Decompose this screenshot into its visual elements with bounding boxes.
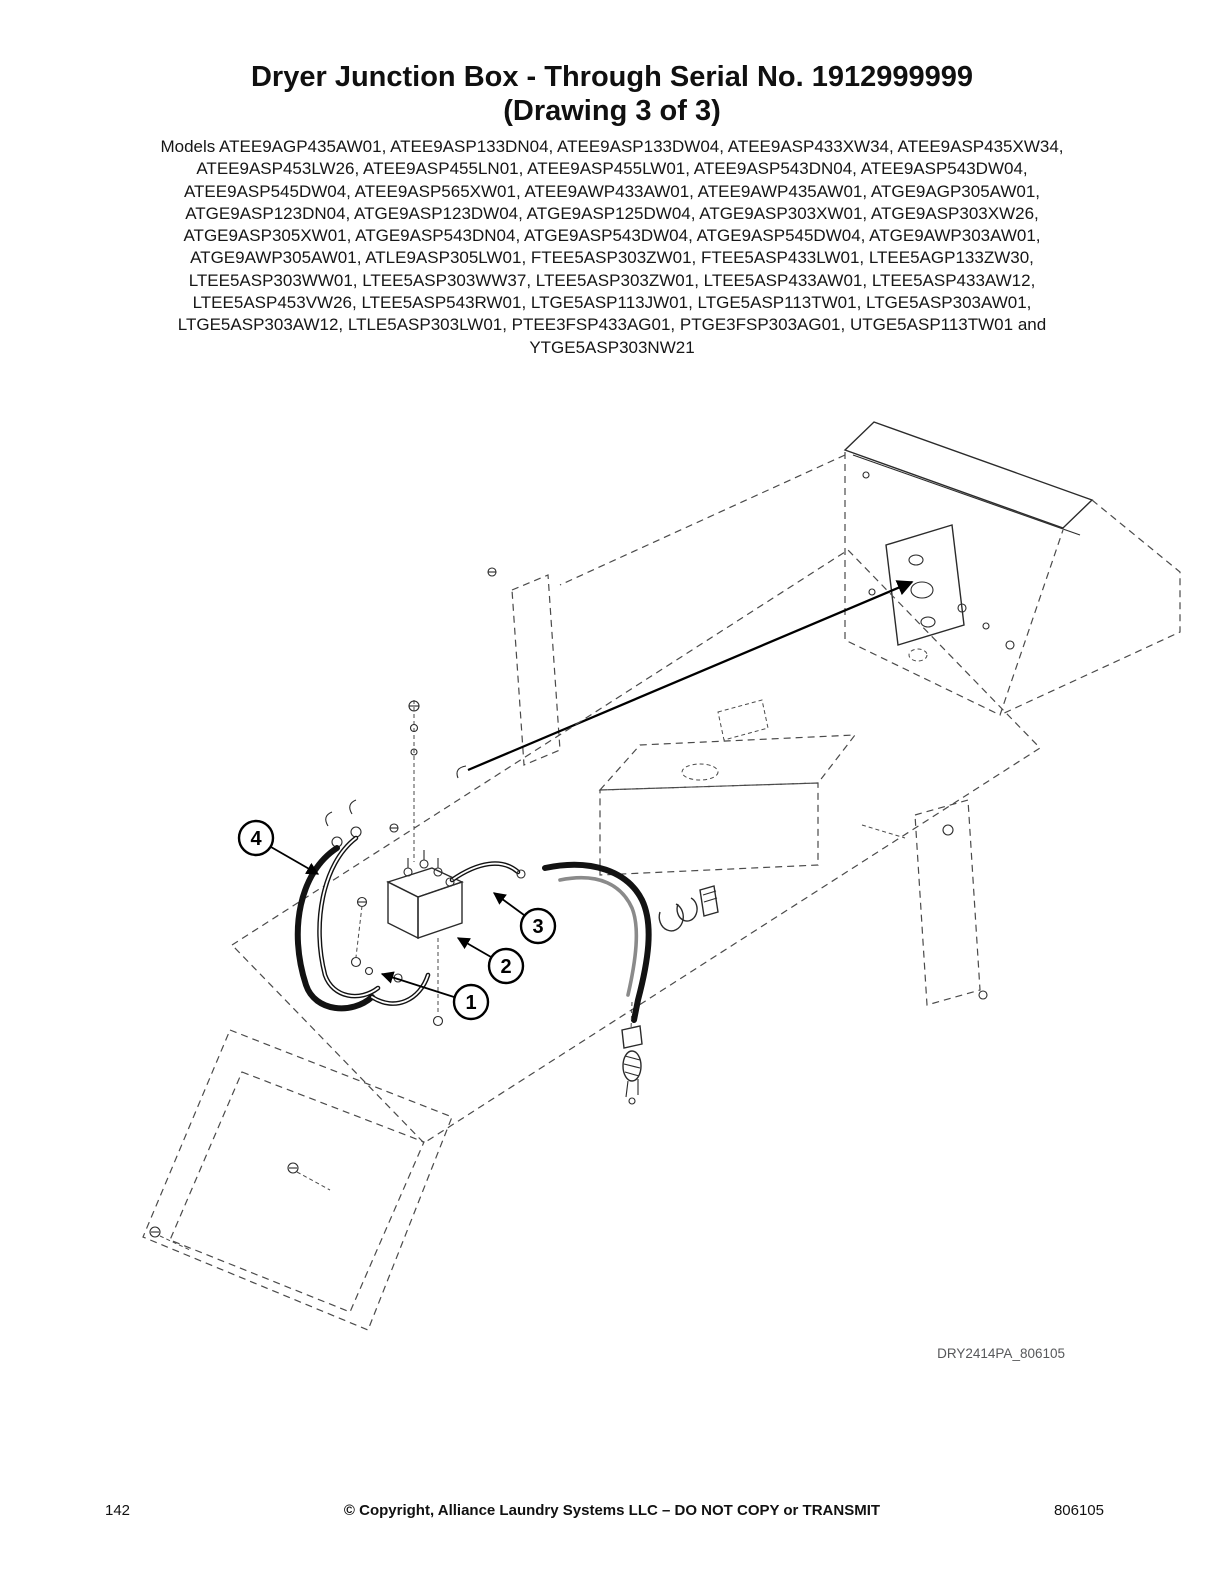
callout-1: [382, 974, 488, 1019]
heater-housing-outline: [600, 700, 905, 875]
models-list: [0, 136, 1224, 359]
junction-box: [388, 850, 462, 938]
models-line: ATGE9ASP305XW01, ATGE9ASP543DN04, ATGE9ASP543DW04, ATGE9ASP545DW04, ATGE9AWP303AW01,: [183, 226, 1041, 246]
exploded-diagram: [0, 390, 1224, 1400]
models-line: ATGE9ASP123DN04, ATGE9ASP123DW04, ATGE9ASP125DW04, ATGE9ASP303XW01, ATGE9ASP303XW26,: [185, 203, 1039, 223]
power-cord: [545, 865, 649, 1104]
cabinet-rear-panel: [488, 422, 1180, 765]
models-line: LTEE5ASP453VW26, LTEE5ASP543RW01, LTGE5ASP113JW01, LTGE5ASP113TW01, LTGE5ASP303AW01,: [192, 293, 1032, 313]
jumper-wire: [446, 864, 525, 886]
detail-leader-arrow: [457, 582, 912, 778]
callout-1-label: 1: [465, 992, 477, 1014]
callout-3: [494, 893, 555, 943]
access-panel-outline: [143, 1030, 452, 1330]
page-footer: [0, 1502, 1224, 1526]
doc-number: 806105: [1053, 1502, 1104, 1519]
side-bracket-outline: [915, 800, 987, 1005]
models-line: ATEE9ASP453LW26, ATEE9ASP455LN01, ATEE9ASP455LW01, ATEE9ASP543DN04, ATEE9ASP543DW04,: [196, 159, 1028, 179]
junction-box-detail-plate: [886, 525, 1014, 661]
models-line: YTGE5ASP303NW21: [529, 337, 695, 357]
drawing-id: DRY2414PA_806105: [937, 1346, 1065, 1361]
page-title: Dryer Junction Box - Through Serial No. 1912999999: [250, 61, 973, 93]
models-line: LTEE5ASP303WW01, LTEE5ASP303WW37, LTEE5ASP303ZW01, LTEE5ASP433AW01, LTEE5ASP433AW12,: [188, 270, 1036, 290]
callout-2-label: 2: [500, 956, 512, 978]
copyright-notice: © Copyright, Alliance Laundry Systems LLC – DO NOT COPY or TRANSMIT: [343, 1502, 881, 1519]
models-line: ATEE9ASP545DW04, ATEE9ASP565XW01, ATEE9AWP433AW01, ATEE9AWP435AW01, ATGE9AGP305AW01,: [183, 181, 1041, 201]
callout-2: [458, 938, 523, 983]
strain-relief-clip: [659, 886, 718, 931]
models-line: ATGE9AWP305AW01, ATLE9ASP305LW01, FTEE5ASP303ZW01, FTEE5ASP433LW01, LTEE5AGP133ZW30,: [190, 248, 1034, 268]
models-line: Models ATEE9AGP435AW01, ATEE9ASP133DN04, ATEE9ASP133DW04, ATEE9ASP433XW34, ATEE9ASP435XW34,: [160, 137, 1064, 156]
callout-3-label: 3: [532, 916, 544, 938]
page-subtitle: (Drawing 3 of 3): [503, 95, 721, 127]
models-line: LTGE5ASP303AW12, LTLE5ASP303LW01, PTEE3FSP433AG01, PTGE3FSP303AG01, UTGE5ASP113TW01 and: [177, 315, 1047, 335]
callout-4-label: 4: [250, 828, 262, 850]
callout-4: [239, 821, 318, 874]
title-block: [0, 60, 1224, 128]
page-number: 142: [105, 1502, 131, 1519]
exploded-view-drawing: [0, 390, 1224, 1400]
